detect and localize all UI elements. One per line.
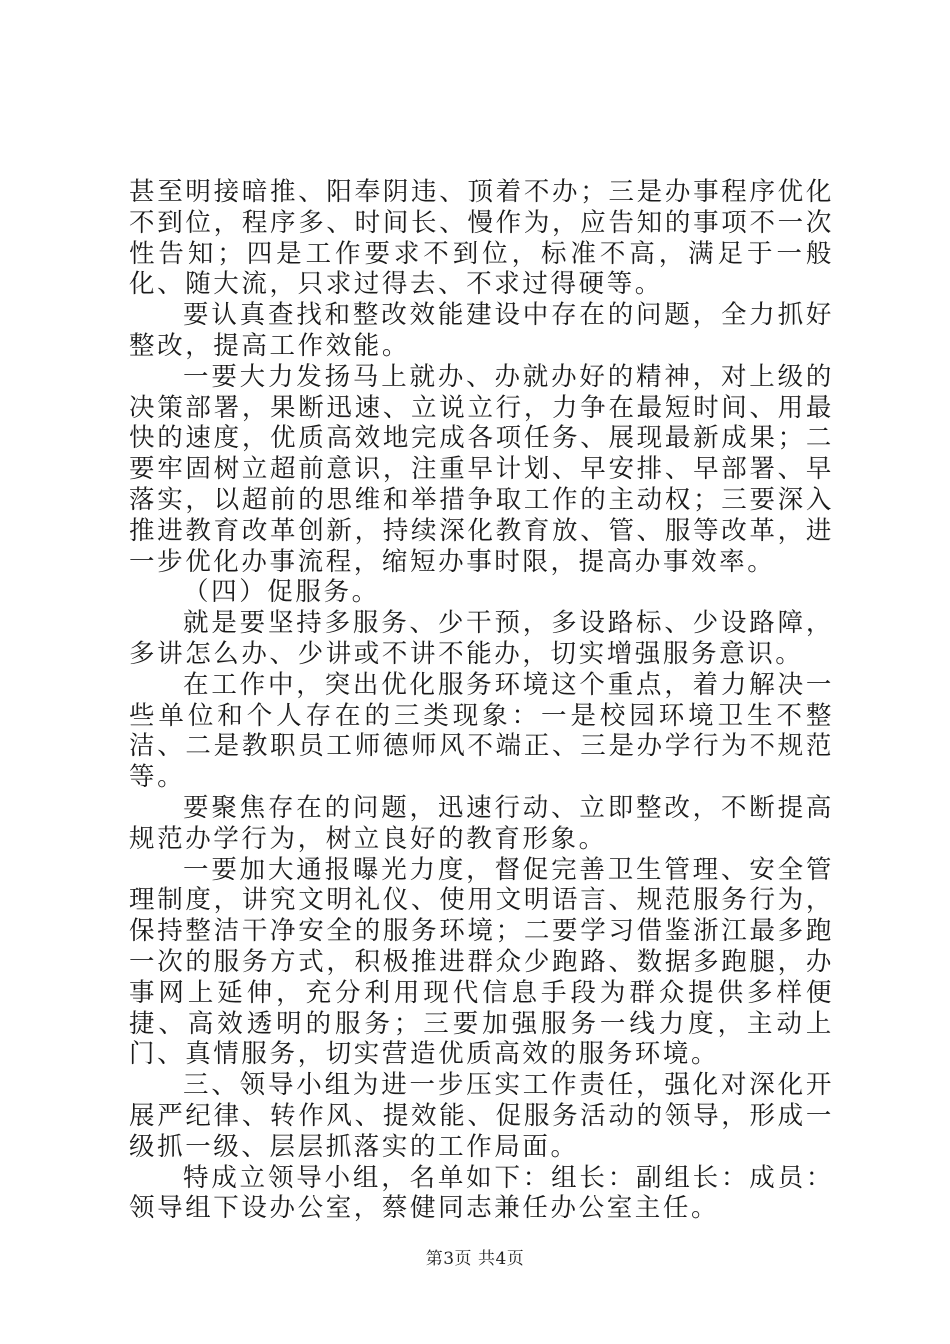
page-number-footer: 第3页 共4页	[425, 1249, 525, 1269]
paragraph: 特成立领导小组，名单如下：组长：副组长：成员：领导组下设办公室，蔡健同志兼任办公室主任。	[129, 1162, 834, 1224]
document-body	[129, 177, 834, 1224]
paragraph: 一要加大通报曝光力度，督促完善卫生管理、安全管理制度，讲究文明礼仪、使用文明语言、规范服务行为，保持整洁干净安全的服务环境；二要学习借鉴浙江最多跑一次的服务方式，积极推进群众少跑路、数据多跑腿，办事网上延伸，充分利用现代信息手段为群众提供多样便捷、高效透明的服务；三要加强服务一线力度，主动上门、真情服务，切实营造优质高效的服务环境。	[129, 854, 834, 1070]
paragraph: 一要大力发扬马上就办、办就办好的精神，对上级的决策部署，果断迅速、立说立行，力争在最短时间、用最快的速度，优质高效地完成各项任务、展现最新成果；二要牢固树立超前意识，注重早计划、早安排、早部署、早落实，以超前的思维和举措争取工作的主动权；三要深入推进教育改革创新，持续深化教育放、管、服等改革，进一步优化办事流程，缩短办事时限，提高办事效率。	[129, 361, 834, 577]
paragraph: 在工作中，突出优化服务环境这个重点，着力解决一些单位和个人存在的三类现象：一是校园环境卫生不整洁、二是教职员工师德师风不端正、三是办学行为不规范等。	[129, 669, 834, 793]
paragraph: 甚至明接暗推、阳奉阴违、顶着不办；三是办事程序优化不到位，程序多、时间长、慢作为，应告知的事项不一次性告知；四是工作要求不到位，标准不高，满足于一般化、随大流，只求过得去、不求过得硬等。	[129, 177, 834, 300]
paragraph: 要认真查找和整改效能建设中存在的问题，全力抓好整改，提高工作效能。	[129, 300, 834, 361]
paragraph: 三、领导小组为进一步压实工作责任，强化对深化开展严纪律、转作风、提效能、促服务活动的领导，形成一级抓一级、层层抓落实的工作局面。	[129, 1070, 834, 1162]
paragraph: 要聚焦存在的问题，迅速行动、立即整改，不断提高规范办学行为，树立良好的教育形象。	[129, 792, 834, 854]
section-heading: （四）促服务。	[183, 577, 380, 608]
paragraph: 就是要坚持多服务、少干预，多设路标、少设路障，多讲怎么办、少讲或不讲不能办，切实增强服务意识。	[129, 608, 834, 669]
